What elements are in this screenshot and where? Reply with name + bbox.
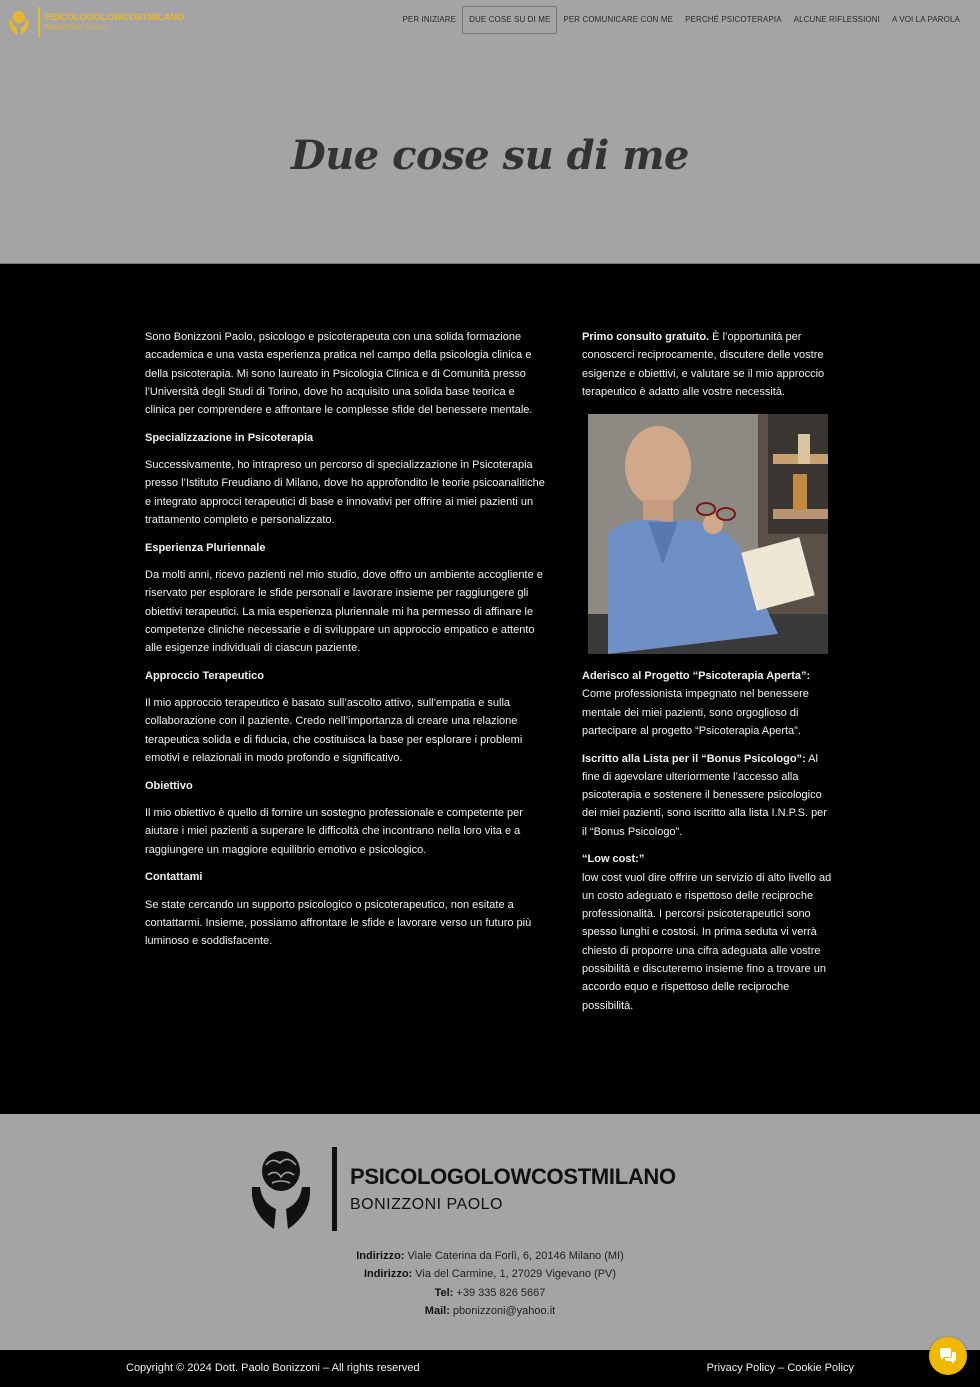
contact-mail — [0, 1302, 980, 1320]
about-right-column — [582, 328, 834, 1024]
site-footer — [0, 1114, 980, 1350]
contact-label: Tel: — [434, 1286, 454, 1299]
heading-approccio: Approccio Terapeutico — [145, 669, 264, 682]
hero-section — [0, 40, 980, 263]
consulto-title: Primo consulto gratuito. — [582, 331, 710, 343]
nav-item-alcune-riflessioni[interactable]: ALCUNE RIFLESSIONI — [793, 15, 880, 24]
site-header — [0, 0, 980, 40]
paragraph-approccio: Il mio approccio terapeutico è basato sull’ascolto attivo, sull’empatia e sulla collaborazione con il paziente. Credo nell’importanza di creare una relazione terapeutica solida e di fiducia, che costituisca la base per esplorare i problemi emotivi e relazionali in modo profondo e significativo. — [145, 697, 523, 765]
contact-address-vigevano — [0, 1265, 980, 1283]
contact-address-milano — [0, 1247, 980, 1265]
intro-paragraph: Sono Bonizzoni Paolo, psicologo e psicoterapeuta con una solida formazione accademica e una vasta esperienza pratica nel campo della psicologia clinica e della psicoterapia. Mi sono laureato in Psicologia Clinica e di Comunità presso l’Università degli Studi di Torino, dove ho acquisito una solida base teorica e clinica per comprendere e affrontare le complesse sfide del benessere mentale. — [145, 331, 533, 417]
portrait-image — [588, 414, 828, 654]
footer-logo — [250, 1147, 676, 1231]
footer-logo-title: PSICOLOGOLOWCOSTMILANO — [350, 1164, 676, 1189]
footer-logo-text — [350, 1164, 676, 1214]
legal-separator: – — [775, 1362, 788, 1374]
progetto-paragraph — [582, 667, 834, 740]
consulto-paragraph — [582, 328, 834, 401]
copyright-text: Copyright © 2024 Dott. Paolo Bonizzoni – All rights reserved — [126, 1362, 420, 1374]
privacy-policy-link[interactable]: Privacy Policy — [706, 1362, 776, 1374]
page-title: Due cose su di me — [291, 132, 689, 179]
logo-text — [45, 13, 184, 31]
progetto-text: Come professionista impegnato nel benessere mentale dei miei pazienti, sono orgoglioso di partecipare al progetto “Psicoterapia Aperta”. — [582, 688, 809, 738]
cookie-policy-link[interactable]: Cookie Policy — [787, 1362, 854, 1374]
about-left-column — [145, 328, 545, 960]
progetto-title: Aderisco al Progetto “Psicoterapia Aperta”: — [582, 670, 811, 683]
contact-value: Via del Carmine, 1, 27029 Vigevano (PV) — [412, 1268, 617, 1281]
contact-info — [0, 1247, 980, 1320]
bonus-title: Iscritto alla Lista per il “Bonus Psicologo”: — [582, 752, 806, 765]
brain-hands-icon — [250, 1147, 312, 1231]
footer-logo-subtitle: BONIZZONI PAOLO — [350, 1196, 503, 1213]
paragraph-obiettivo: Il mio obiettivo è quello di fornire un sostegno professionale e competente per aiutare i miei pazienti a superare le difficoltà che incontrano nella loro vita e a raggiungere un maggiore equilibrio emotivo e psicologico. — [145, 807, 523, 856]
about-section — [0, 263, 980, 1114]
contact-label: Indirizzo: — [356, 1250, 405, 1262]
site-logo[interactable] — [6, 6, 184, 38]
chat-icon — [939, 1348, 957, 1364]
legal-links — [707, 1362, 854, 1374]
contact-label: Mail: — [424, 1304, 450, 1317]
chat-button[interactable] — [929, 1337, 967, 1375]
heading-specializzazione: Specializzazione in Psicoterapia — [145, 431, 314, 444]
logo-divider — [38, 7, 40, 37]
logo-subtitle: BONIZZONI PAOLO — [45, 23, 108, 31]
contact-value: Viale Caterina da Forlì, 6, 20146 Milano (MI) — [404, 1250, 624, 1262]
nav-item-due-cose-su-di-me[interactable]: DUE COSE SU DI ME — [462, 6, 557, 34]
nav-item-a-voi-la-parola[interactable]: A VOI LA PAROLA — [891, 15, 960, 24]
bonus-text: Al fine di agevolare ulteriormente l’accesso alla psicoterapia e sostenere il benessere psicologico dei miei pazienti, sono iscritto alla lista I.N.P.S. per il “Bonus Psicologo”. — [582, 752, 827, 838]
nav-item-perche-psicoterapia[interactable]: PERCHÉ PSICOTERAPIA — [685, 15, 782, 24]
paragraph-specializzazione: Successivamente, ho intrapreso un percorso di specializzazione in Psicoterapia presso l’Istituto Freudiano di Milano, dove ho approfondito le teorie psicoanalitiche e integrato approcci terapeutici di base e innovativi per offrire ai miei pazienti un trattamento completo e personalizzato. — [145, 459, 545, 527]
logo-hands-icon — [6, 8, 32, 36]
heading-contattami: Contattami — [145, 871, 203, 884]
paragraph-esperienza: Da molti anni, ricevo pazienti nel mio studio, dove offro un ambiente accogliente e riservato per esplorare le sfide personali e lavorare insieme per raggiungere gli obiettivi terapeutici. La mia esperienza pluriennale mi ha permesso di affinare le competenze cliniche necessarie e di sviluppare un approccio empatico e attento alle esigenze individuali di ciascun paziente. — [145, 569, 543, 655]
logo-title: PSICOLOGOLOWCOSTMILANO — [45, 12, 185, 23]
footer-logo-divider — [332, 1147, 337, 1231]
contact-phone — [0, 1284, 980, 1302]
contact-label: Indirizzo: — [363, 1268, 413, 1281]
lowcost-title: “Low cost:” — [582, 853, 645, 866]
bottom-bar — [0, 1350, 980, 1387]
lowcost-text: low cost vuol dire offrire un servizio di alto livello ad un costo adeguato e rispettoso delle reciproche professionalità. I percorsi psicoterapeutici sono spesso lunghi e costosi. In prima seduta vi verrà chiesto di proporre una cifra adeguata alle vostre possibilità e discuteremo insieme fino a trovare un accordo equo e rispettoso delle reciproche possibilità. — [582, 871, 832, 1012]
bonus-paragraph — [582, 750, 834, 841]
heading-esperienza: Esperienza Pluriennale — [145, 541, 266, 554]
lowcost-paragraph — [582, 850, 834, 1015]
contact-value[interactable]: pbonizzoni@yahoo.it — [449, 1304, 556, 1317]
main-nav — [396, 6, 966, 34]
paragraph-contattami: Se state cercando un supporto psicologico o psicoterapeutico, non esitate a contattarmi. Insieme, possiamo affrontare le sfide e lavorare verso un futuro più luminoso e soddisfacente. — [145, 898, 532, 948]
contact-value[interactable]: +39 335 826 5667 — [453, 1286, 546, 1299]
heading-obiettivo: Obiettivo — [145, 779, 193, 792]
consulto-text: È l’opportunità per conoscerci reciprocamente, discutere delle vostre esigenze e obiettivi, e valutare se il mio approccio terapeutico è adatto alle vostre necessità. — [582, 331, 825, 398]
nav-item-per-comunicare-con-me[interactable]: PER COMUNICARE CON ME — [563, 15, 674, 24]
nav-item-per-iniziare[interactable]: PER INIZIARE — [402, 15, 457, 24]
portrait-photo — [588, 414, 828, 654]
